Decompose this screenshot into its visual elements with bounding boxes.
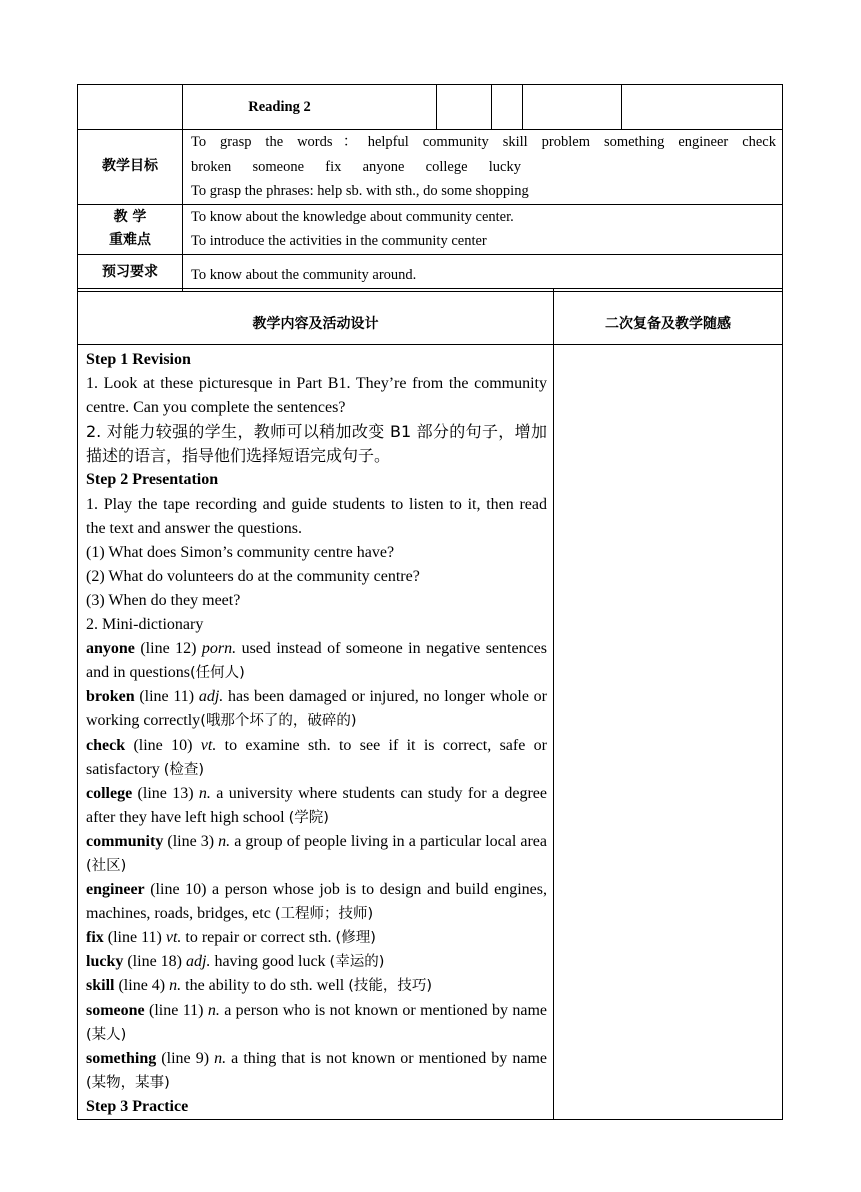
focus-label-line-2: 重难点 — [109, 232, 151, 248]
entry-pos: vt. — [165, 929, 182, 947]
focus-cell — [183, 204, 783, 254]
entry-line: (line 13) — [132, 784, 199, 802]
entry-chinese: (社区) — [86, 857, 127, 874]
entry-definition: a person who is not known or mentioned by name — [219, 1001, 548, 1019]
entry-pos: n. — [198, 784, 211, 802]
entry-chinese: (学院) — [288, 809, 329, 826]
entry-definition: the ability to do sth. well — [181, 977, 349, 995]
left-column-header: 教学内容及活动设计 — [78, 289, 554, 345]
entry-word: skill — [86, 977, 115, 995]
dict-entry-engineer — [86, 878, 547, 926]
preview-row — [78, 254, 783, 291]
teaching-content-cell — [78, 345, 554, 1120]
entry-word: community — [86, 832, 164, 850]
entry-chinese: (检查) — [163, 761, 205, 778]
dict-entry-lucky — [86, 950, 547, 974]
entry-pos: n. — [169, 977, 182, 995]
objectives-line-2: broken someone fix anyone college lucky — [191, 158, 521, 175]
entry-word: someone — [86, 1001, 145, 1019]
entry-word: broken — [86, 688, 135, 706]
entry-definition: to repair or correct sth. — [181, 929, 336, 947]
objectives-label: 教学目标 — [78, 130, 183, 205]
entry-line: (line 10) — [144, 881, 213, 899]
entry-chinese: (哦那个坏了的，破碎的) — [200, 713, 357, 730]
entry-word: something — [86, 1049, 157, 1067]
lesson-title: Reading 2 — [183, 85, 437, 130]
entry-pos: n. — [214, 1049, 227, 1067]
focus-row — [78, 204, 783, 254]
entry-chinese: (修理) — [335, 930, 376, 947]
right-column-header: 二次复备及教学随感 — [554, 289, 783, 345]
dict-entry-check — [86, 734, 547, 782]
dict-entry-community — [86, 830, 547, 878]
blank-cell — [492, 85, 523, 130]
entry-definition: to examine sth. to see if it is correct, safe or satisfactory — [86, 736, 547, 778]
entry-line: (line 4) — [114, 977, 170, 995]
focus-label — [78, 204, 183, 254]
entry-definition: used instead of someone in negative sentences and in questions — [86, 640, 548, 682]
entry-definition: has been damaged or injured, no longer whole or working correctly — [86, 688, 547, 730]
focus-line-2: To introduce the activities in the community center — [191, 233, 487, 249]
entry-line: (line 3) — [163, 832, 219, 850]
entry-chinese: (某人) — [86, 1026, 127, 1043]
column-header-row — [78, 289, 783, 345]
blank-cell — [622, 85, 783, 130]
step2-paragraph-1: 1. Play the tape recording and guide students to listen to it, then read the text and answer the questions. — [86, 495, 547, 537]
entry-word: fix — [86, 929, 104, 947]
entry-pos: adj. — [198, 688, 224, 706]
entry-word: college — [86, 784, 133, 802]
step3-title: Step 3 Practice — [86, 1097, 189, 1115]
entry-line: (line 10) — [125, 736, 201, 754]
objectives-cell — [183, 130, 783, 205]
entry-line: (line 18) — [123, 953, 186, 971]
entry-word: anyone — [86, 640, 135, 658]
entry-pos: n. — [218, 832, 231, 850]
blank-cell — [523, 85, 622, 130]
dict-entry-someone — [86, 999, 547, 1047]
entry-definition: a person whose job is to design and build engines, machines, roads, bridges, etc — [86, 881, 547, 923]
entry-definition: a group of people living in a particular local area — [230, 832, 547, 850]
entry-chinese: (任何人) — [190, 665, 245, 682]
preview-label: 预习要求 — [78, 254, 183, 291]
preview-text: To know about the community around. — [183, 254, 783, 291]
dict-entry-skill — [86, 974, 547, 998]
step1-paragraph-2: 2. 对能力较强的学生，教师可以稍加改变 B1 部分的句子，增加描述的语言，指导他们选择短语完成句子。 — [86, 422, 547, 466]
dict-entry-anyone — [86, 637, 547, 685]
entry-line: (line 11) — [144, 1001, 208, 1019]
objectives-line-1: To grasp the words：helpful community skill problem something engineer check — [191, 134, 776, 150]
entry-pos: adj. — [186, 953, 211, 971]
dict-entry-college — [86, 782, 547, 830]
entry-pos: n. — [207, 1001, 220, 1019]
entry-line: (line 9) — [156, 1049, 215, 1067]
entry-definition: a university where students can study for a degree after they have left high school — [86, 784, 548, 826]
blank-cell — [78, 85, 183, 130]
dict-entry-fix — [86, 926, 547, 950]
question-2: (2) What do volunteers do at the community centre? — [86, 567, 420, 585]
objectives-row — [78, 130, 783, 205]
entry-word: check — [86, 736, 126, 754]
step2-title: Step 2 Presentation — [86, 471, 219, 489]
reflection-cell — [554, 345, 783, 1120]
question-3: (3) When do they meet? — [86, 591, 241, 609]
entry-pos: vt. — [200, 736, 217, 754]
focus-line-1: To know about the knowledge about community center. — [191, 208, 514, 225]
entry-definition: having good luck — [210, 953, 330, 971]
entry-word: engineer — [86, 881, 145, 899]
objectives-line-3: To grasp the phrases: help sb. with sth., do some shopping — [191, 183, 529, 199]
entry-pos: porn. — [201, 640, 237, 658]
entry-definition: a thing that is not known or mentioned by name — [226, 1049, 548, 1067]
dict-entry-broken — [86, 685, 547, 733]
entry-line: (line 11) — [134, 688, 199, 706]
lesson-content-table — [77, 288, 783, 1120]
title-row — [78, 85, 783, 130]
entry-chinese: (技能，技巧) — [348, 978, 433, 995]
step1-paragraph-1: 1. Look at these picturesque in Part B1. They’re from the community centre. Can you complete the sentences? — [86, 375, 547, 417]
question-1: (1) What does Simon’s community centre have? — [86, 543, 395, 561]
entry-line: (line 11) — [103, 929, 166, 947]
entry-chinese: (工程师；技师) — [274, 906, 374, 923]
lesson-info-table — [77, 84, 783, 292]
mini-dictionary-heading: 2. Mini-dictionary — [86, 616, 204, 634]
step1-title: Step 1 Revision — [86, 351, 191, 368]
dict-entry-something — [86, 1047, 547, 1095]
entry-word: lucky — [86, 953, 124, 971]
focus-label-line-1: 教 学 — [113, 209, 147, 225]
blank-cell — [437, 85, 492, 130]
entry-chinese: (幸运的) — [329, 954, 385, 971]
content-row — [78, 345, 783, 1120]
entry-chinese: (某物，某事) — [86, 1074, 170, 1091]
entry-line: (line 12) — [134, 640, 202, 658]
